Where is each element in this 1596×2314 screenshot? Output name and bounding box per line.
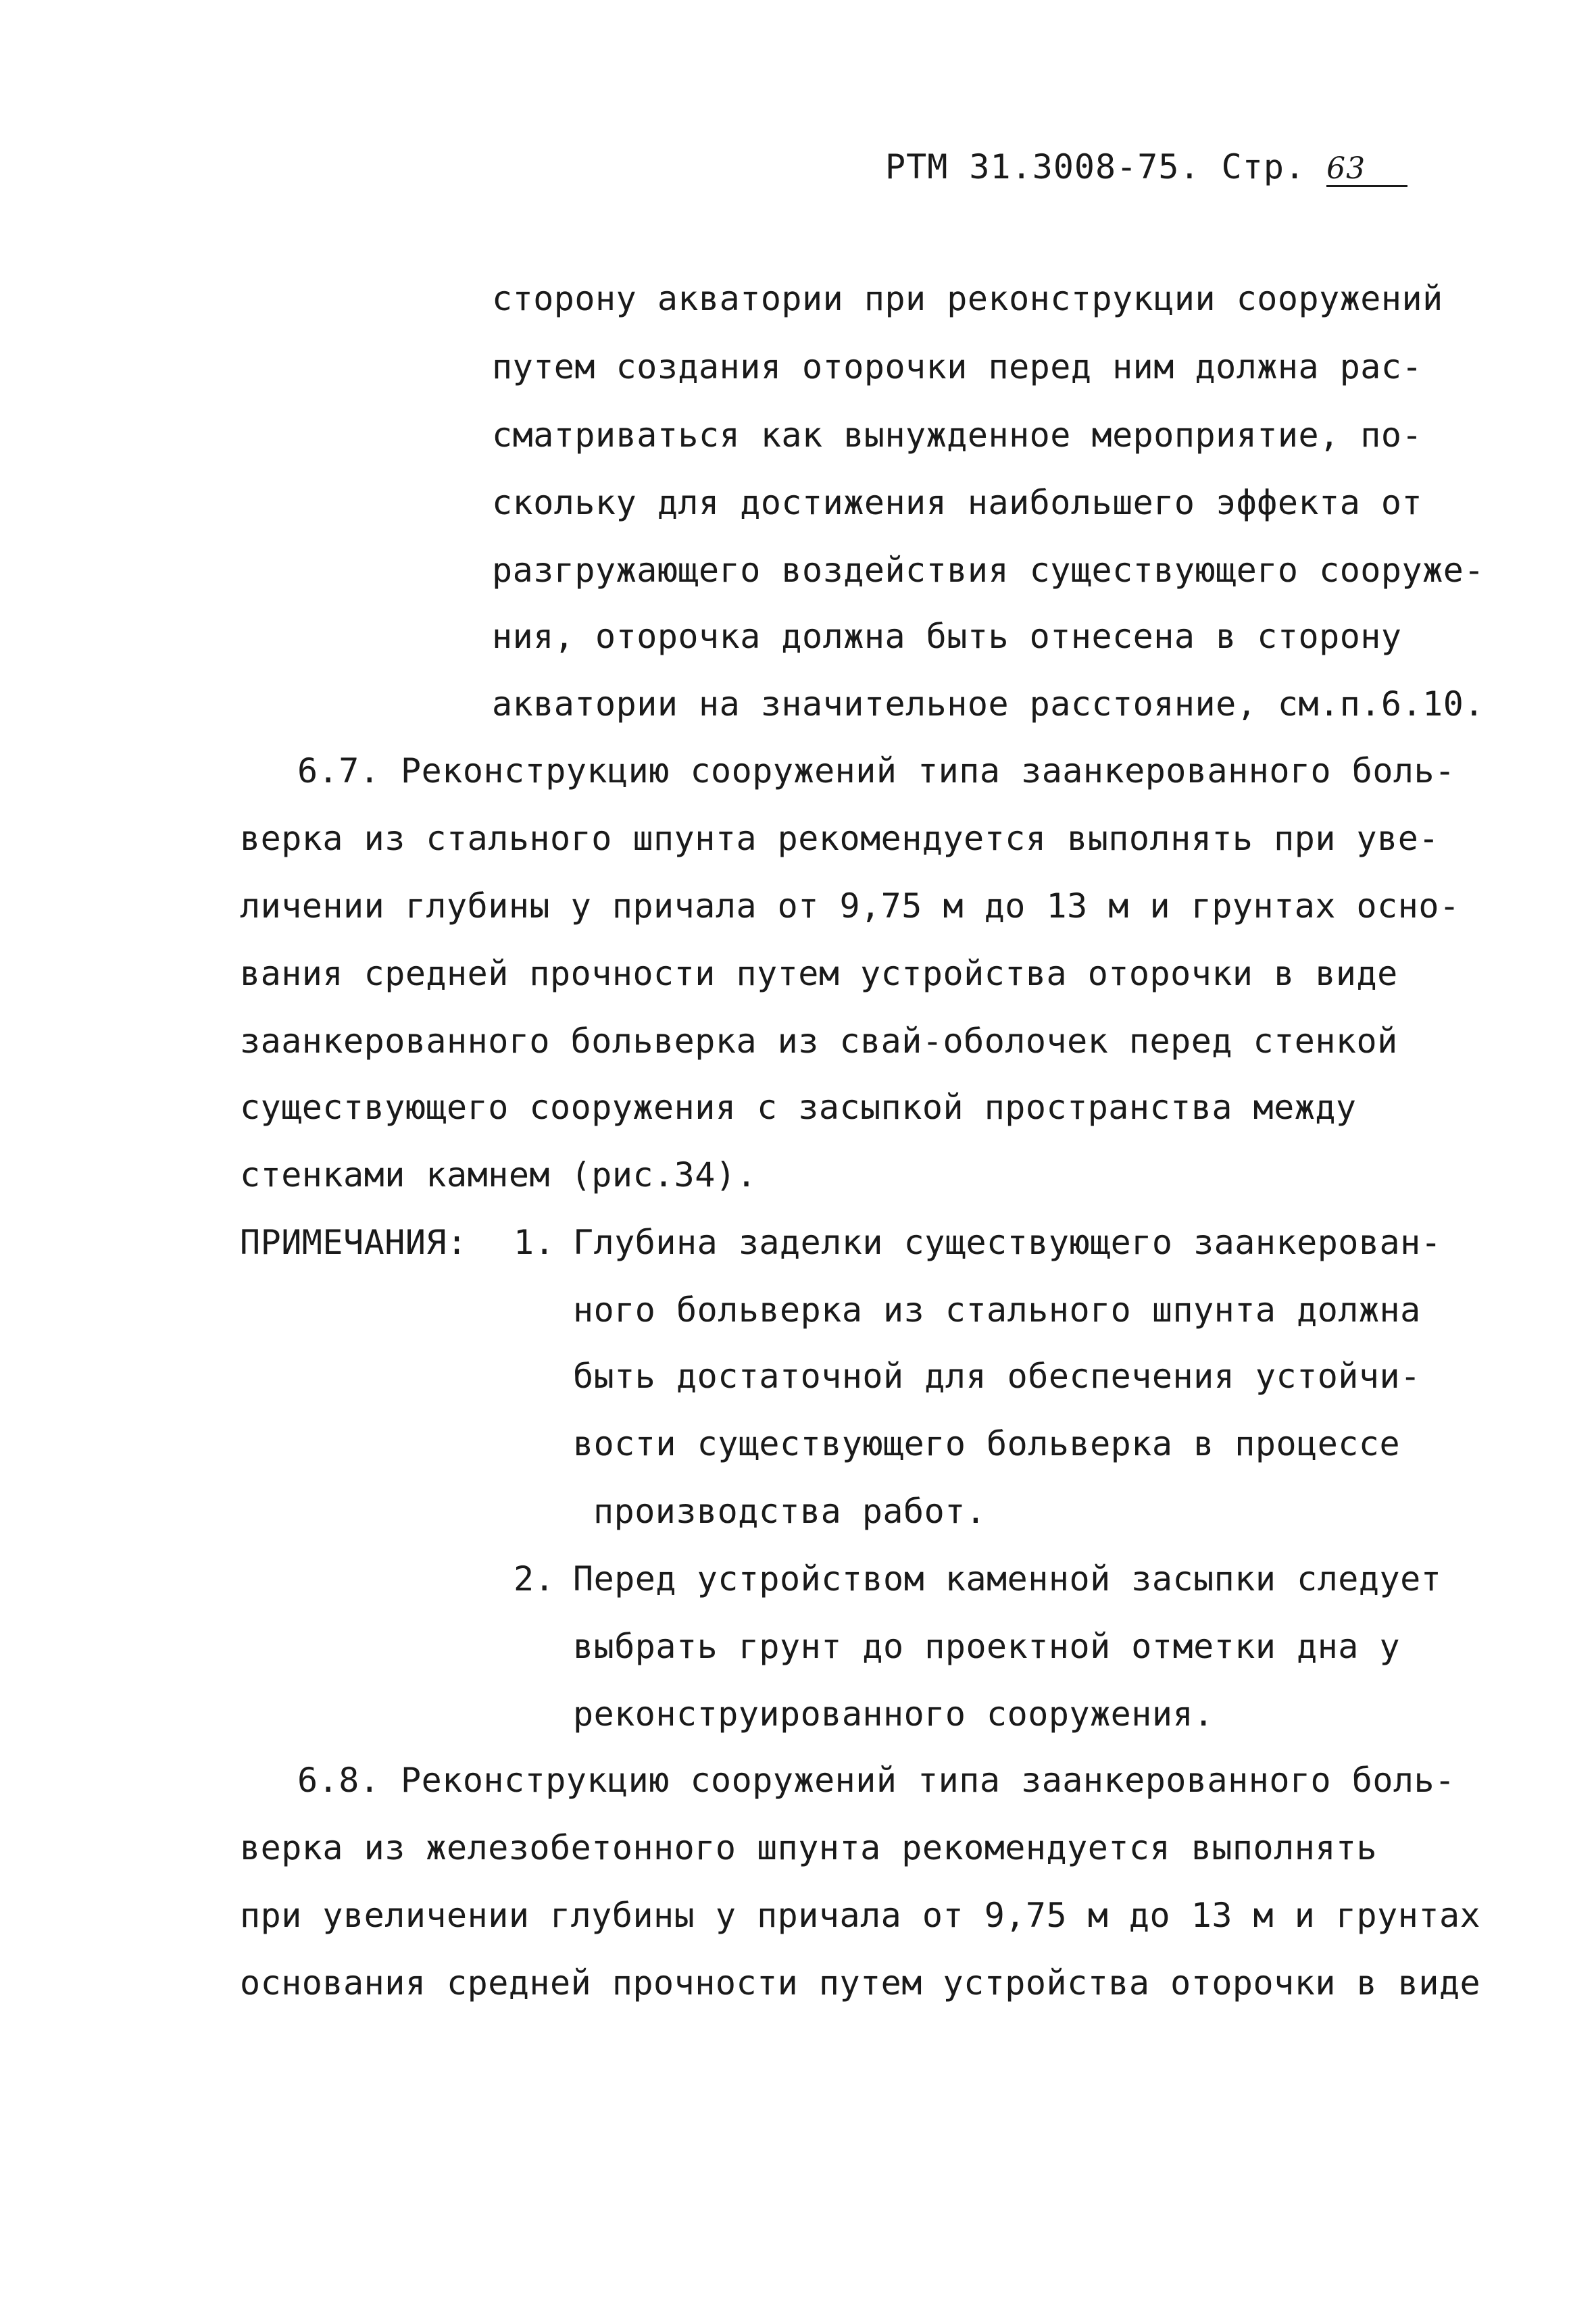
text-line: акватории на значительное расстояние, см.п.6.10. [492, 684, 1485, 724]
text-line: выбрать грунт до проектной отметки дна у [573, 1627, 1401, 1666]
text-line: личении глубины у причала от 9,75 м до 13 м и грунтах осно- [240, 886, 1460, 926]
text-line: заанкерованного больверка из свай-оболочек перед стенкой [240, 1022, 1398, 1061]
note-marker: 1. [514, 1223, 555, 1262]
text-line: быть достаточной для обеспечения устойчи- [573, 1357, 1421, 1396]
text-line: ния, оторочка должна быть отнесена в сторону [492, 617, 1402, 656]
text-line: при увеличении глубины у причала от 9,75 м до 13 м и грунтах [240, 1896, 1481, 1935]
text-line: 6.7. Реконструкцию сооружений типа заанкерованного боль- [297, 751, 1455, 790]
text-line: верка из железобетонного шпунта рекомендуется выполнять [240, 1828, 1378, 1867]
text-line: Глубина заделки существующего заанкерован- [573, 1223, 1442, 1262]
text-line: разгружающего воздействия существующего сооруже- [492, 551, 1485, 590]
text-line: скольку для достижения наибольшего эффекта от [492, 483, 1423, 522]
text-line: Перед устройством каменной засыпки следует [573, 1559, 1442, 1599]
text-line: сторону акватории при реконструкции сооружений [492, 279, 1443, 318]
text-line: стенками камнем (рис.34). [240, 1155, 757, 1194]
notes-label: ПРИМЕЧАНИЯ: [240, 1223, 468, 1262]
text-line: путем создания оторочки перед ним должна рас- [492, 347, 1423, 386]
text-line: основания средней прочности путем устройства оторочки в виде [240, 1963, 1481, 2003]
text-line: существующего сооружения с засыпкой пространства между [240, 1088, 1357, 1127]
text-line: сматриваться как вынужденное мероприятие, по- [492, 416, 1423, 455]
note-marker: 2. [514, 1559, 555, 1599]
text-line: верка из стального шпунта рекомендуется выполнять при уве- [240, 819, 1439, 858]
page-number: 63 [1326, 153, 1407, 187]
text-line: реконструированного сооружения. [573, 1694, 1214, 1734]
text-line: производства работ. [593, 1492, 987, 1531]
page-header [885, 147, 1407, 187]
text-line: 6.8. Реконструкцию сооружений типа заанкерованного боль- [297, 1761, 1455, 1800]
text-line: вания средней прочности путем устройства оторочки в виде [240, 954, 1398, 993]
text-line: ного больверка из стального шпунта должна [573, 1290, 1421, 1330]
document-reference: РТМ 31.3008-75. Стр. [885, 147, 1306, 186]
text-line: вости существующего больверка в процессе [573, 1424, 1401, 1463]
